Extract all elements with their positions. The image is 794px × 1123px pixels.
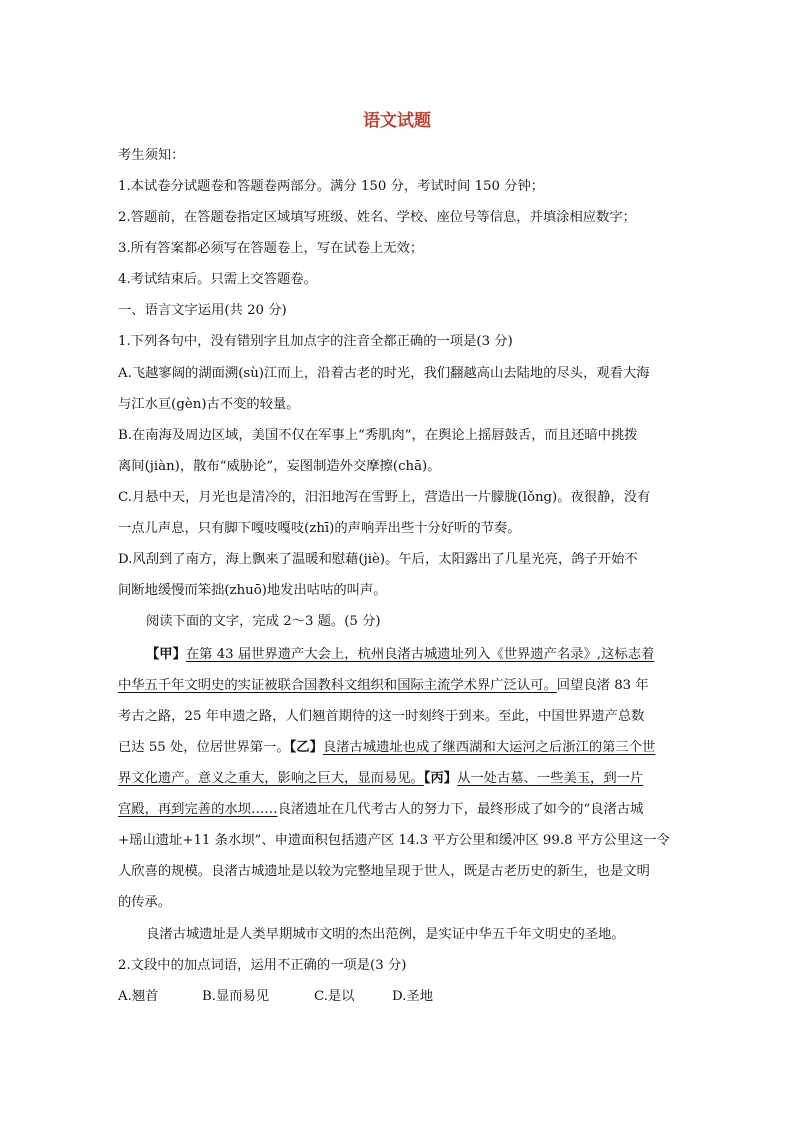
- notice-item-3: 3.所有答案都必须写在答题卷上，写在试卷上无效；: [118, 241, 424, 256]
- q2-option-a: A.翘首: [118, 989, 159, 1004]
- section-heading: 一、语言文字运用(共 20 分): [118, 303, 287, 318]
- passage-line-3: 考古之路，25 年申遗之路，人们翘首期待的这一时刻终于到来。至此，中国世界遗产总数: [118, 709, 645, 724]
- underlined-sentence-bing: 从一处古墓、一些美玉，到一片: [457, 771, 644, 786]
- question-1-stem: 1.下列各句中，没有错别字且加点字的注音全都正确的一项是(3 分): [118, 334, 513, 349]
- q1-option-b-line2: 离间(jiàn)，散布“威胁论”，妄图制造外交摩擦(chā)。: [118, 459, 441, 474]
- passage-text: 已达 55 处，位居世界第一。: [118, 740, 290, 755]
- marker-jia: 【甲】: [146, 647, 186, 662]
- underlined-sentence-yi-cont: 界文化遗产。意义之重大，影响之巨大，显而易见。: [118, 771, 424, 786]
- passage-text: 良渚遗址在几代考古人的努力下，最终形成了如今的“良渚古城: [277, 802, 644, 817]
- passage-line-7: +瑶山遗址+11 条水坝”、申遗面积包括遗产区 14.3 平方公里和缓冲区 99.8 平方公里这一令: [118, 833, 670, 848]
- passage-text: 回望良渚 83 年: [556, 678, 649, 693]
- passage-line-4: [118, 738, 678, 758]
- marker-bing: 【丙】: [423, 771, 458, 786]
- reading-intro: 阅读下面的文字，完成 2～3 题。(5 分): [146, 614, 381, 629]
- q1-option-d-line1: D.风刮到了南方，海上飘来了温暖和慰藉(jiè)。午后，太阳露出了几星光亮，鸽子开始不: [118, 552, 638, 567]
- passage-paragraph-2: 良渚古城遗址是人类早期城市文明的杰出范例，是实证中华五千年文明史的圣地。: [146, 927, 625, 942]
- passage-line-6: [118, 800, 678, 820]
- marker-yi: 【乙】: [289, 740, 323, 755]
- underlined-sentence-yi: 良渚古城遗址也成了继西湖和大运河之后浙江的第三个世: [322, 740, 656, 755]
- q1-option-c-line1: C.月悬中天，月光也是清冷的，汨汨地泻在雪野上，营造出一片朦胧(lǒng)。夜很静，没有: [118, 490, 651, 505]
- q1-option-a-line1: A.飞越寥阔的湖面溯(sù)江而上，沿着古老的时光，我们翻越高山去陆地的尽头，观看大海: [118, 366, 650, 381]
- notice-item-2: 2.答题前，在答题卷指定区域填写班级、姓名、学校、座位号等信息，并填涂相应数字；: [118, 210, 636, 225]
- passage-line-9: 的传承。: [118, 895, 172, 910]
- q1-option-a-line2: 与江水亘(gèn)古不变的较量。: [118, 397, 300, 412]
- underlined-sentence-bing-cont: 宫殿，再到完善的水坝……: [118, 802, 278, 817]
- underlined-sentence-jia-cont: 中华五千年文明史的实证被联合国教科文组织和国际主流学术界广泛认可。: [118, 678, 557, 693]
- underlined-sentence-jia: 在第 43 届世界遗产大会上，杭州良渚古城遗址列入《世界遗产名录》,这标志着: [185, 647, 655, 662]
- page-title: 语文试题: [363, 111, 431, 131]
- q2-option-d: D.圣地: [392, 989, 434, 1004]
- notice-heading: 考生须知：: [118, 148, 185, 163]
- passage-line-5: [118, 769, 678, 789]
- q1-option-b-line1: B.在南海及周边区域，美国不仅在军事上“秀肌肉”，在舆论上摇唇鼓舌，而且还暗中挑拨: [118, 428, 638, 443]
- notice-item-4: 4.考试结束后。只需上交答题卷。: [118, 272, 317, 287]
- passage-line-2: [118, 676, 678, 696]
- passage-line-1: [146, 645, 678, 665]
- q1-option-c-line2: 一点儿声息，只有脚下嘎吱嘎吱(zhī)的声响弄出些十分好听的节奏。: [118, 521, 521, 536]
- passage-line-8: 人欣喜的规模。良渚古城遗址是以较为完整地呈现于世人，既是古老历史的新生，也是文明: [118, 864, 650, 879]
- question-2-stem: 2.文段中的加点词语，运用不正确的一项是(3 分): [118, 958, 407, 973]
- q2-option-b: B.显而易见: [202, 989, 270, 1004]
- notice-item-1: 1.本试卷分试题卷和答题卷两部分。满分 150 分，考试时间 150 分钟；: [118, 179, 545, 194]
- question-2-options: [118, 987, 678, 1007]
- q2-option-c: C.是以: [314, 989, 355, 1004]
- q1-option-d-line2: 间断地缓慢而笨拙(zhuō)地发出咕咕的叫声。: [118, 583, 387, 598]
